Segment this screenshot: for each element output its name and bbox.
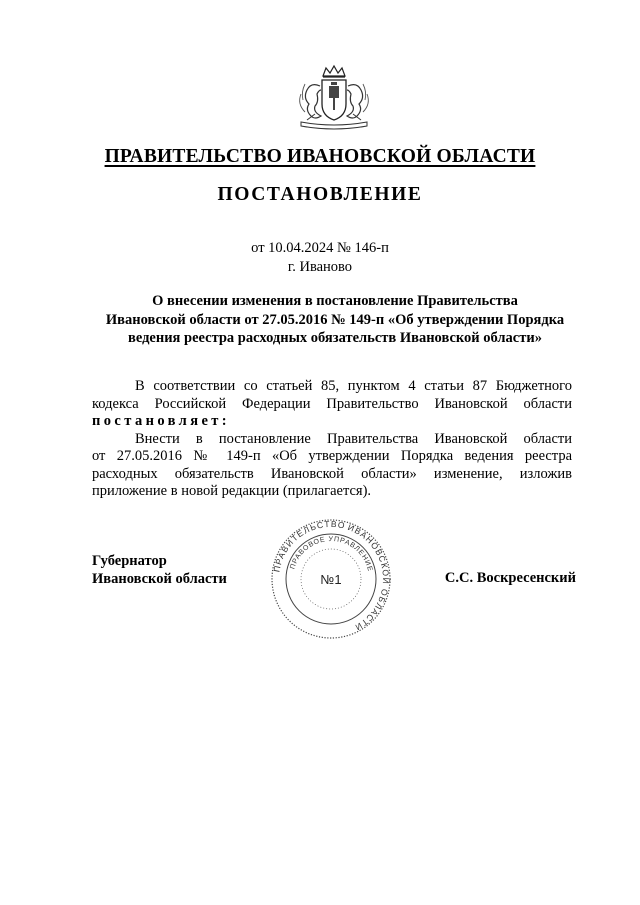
svg-text:ПРАВИТЕЛЬСТВО [271, 519, 346, 573]
document-type: ПОСТАНОВЛЕНИЕ [217, 184, 423, 205]
document-subject [70, 292, 600, 348]
stamp-outer-text-2: ПРАВИТЕЛЬСТВО [271, 518, 347, 573]
resolves-word: постановляет: [92, 413, 231, 429]
subject-line: ведения реестра расходных обязательств Ивановской области» [128, 330, 542, 346]
document-body [92, 378, 572, 501]
stamp-outer-text: ИВАНОВСКОЙ ОБЛАСТИ [346, 522, 392, 633]
signatory-name: С.С. Воскресенский [444, 570, 576, 586]
body-line: В соответствии со статьей 85, пунктом 4 статьи 87 Бюджетного [135, 378, 572, 394]
coat-of-arms-icon [293, 64, 375, 130]
document-date-number: от 10.04.2024 № 146-п [251, 240, 389, 256]
stamp-number: №1 [320, 572, 342, 587]
body-line: кодекса Российской Федерации Правительство Ивановской области [92, 395, 572, 412]
official-stamp [270, 518, 392, 640]
position-line: Губернатор [92, 553, 167, 569]
stamp-inner-text: ПРАВОВОЕ УПРАВЛЕНИЕ [289, 535, 374, 573]
svg-text:ПРАВОВОЕ УПРАВЛЕНИЕ [289, 536, 373, 573]
svg-text:ИВАНОВСКОЙ ОБЛАСТИ [346, 522, 392, 633]
signatory-position [92, 553, 227, 588]
body-line: приложение в новой редакции (прилагается). [92, 483, 372, 499]
document-city: г. Иваново [287, 259, 353, 275]
body-line: Внести в постановление Правительства Ивановской области [135, 430, 572, 447]
organization-title: ПРАВИТЕЛЬСТВО ИВАНОВСКОЙ ОБЛАСТИ [104, 146, 536, 167]
position-line: Ивановской области [92, 570, 227, 587]
subject-line: Ивановской области от 27.05.2016 № 149-п «Об утверждении Порядка [105, 311, 565, 328]
body-line: от 27.05.2016 № 149-п «Об утверждении Порядка ведения реестра [92, 448, 572, 464]
body-line: расходных обязательств Ивановской области» изменение, изложив [92, 465, 572, 482]
subject-line: О внесении изменения в постановление Правительства [152, 293, 518, 309]
